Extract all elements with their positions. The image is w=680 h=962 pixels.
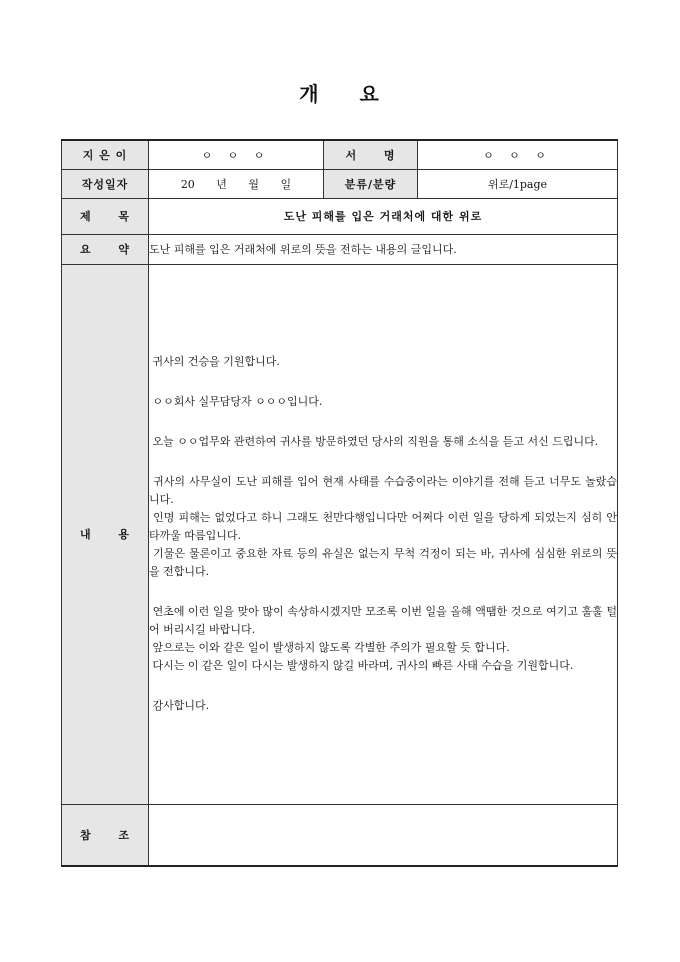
subject-value: 도난 피해를 입은 거래처에 대한 위로 [149,198,618,234]
content-paragraph-incident: 귀사의 사무실이 도난 피해를 입어 현재 사태를 수습중이라는 이야기를 전해 듣고 너무도 놀랐습니다. [149,475,617,506]
subject-label: 제 목 [62,198,149,234]
page-title: 개 요 [299,82,381,106]
author-value: ㅇ ㅇ ㅇ [149,140,324,169]
content-paragraph-thanks: 감사합니다. [149,699,210,712]
date-row [62,169,618,198]
content-paragraph-wish: 다시는 이 같은 일이 다시는 발생하지 않길 바라며, 귀사의 빠른 사태 수습을 기원합니다. [149,659,574,672]
content-paragraph-news: 오늘 ㅇㅇ업무와 관련하여 귀사를 방문하였던 당사의 직원을 통해 소식을 듣고 서신 드립니다. [149,435,599,448]
author-row [62,140,618,169]
date-value: 20 년 월 일 [149,169,324,198]
content-paragraph-greeting: 귀사의 건승을 기원합니다. [149,355,280,368]
category-label: 분류/분량 [324,169,418,198]
content-row [62,264,618,804]
content-paragraph-intro: ㅇㅇ회사 실무담당자 ㅇㅇㅇ입니다. [149,395,323,408]
summary-label: 요 약 [62,234,149,264]
signature-label: 서 명 [324,140,418,169]
date-label: 작성일자 [62,169,149,198]
signature-value: ㅇ ㅇ ㅇ [418,140,618,169]
reference-label: 참 조 [62,804,149,866]
author-label: 지 은 이 [62,140,149,169]
reference-value [149,804,618,866]
content-label: 내 용 [62,264,149,804]
summary-row [62,234,618,264]
content-body [149,264,618,804]
subject-row [62,198,618,234]
content-paragraph-caution: 앞으로는 이와 같은 일이 발생하지 않도록 각별한 주의가 필요할 듯 합니다. [149,641,510,654]
content-paragraph-relief: 인명 피해는 없었다고 하니 그래도 천만다행입니다만 어쩌다 이런 일을 당하게 되었는지 심히 안타까울 따름입니다. [149,511,617,542]
document-form-table [61,139,618,867]
reference-row [62,804,618,866]
content-paragraph-concern: 기물은 물론이고 중요한 자료 등의 유실은 없는지 무척 걱정이 되는 바, 귀사에 심심한 위로의 뜻을 전합니다. [149,547,618,578]
category-value: 위로/1page [418,169,618,198]
content-paragraph-comfort: 연초에 이런 일을 맞아 많이 속상하시겠지만 모조록 이번 일을 올해 액땜한 것으로 여기고 훌훌 털어 버리시길 바랍니다. [149,605,617,636]
summary-value: 도난 피해를 입은 거래처에 위로의 뜻을 전하는 내용의 글입니다. [149,234,618,264]
